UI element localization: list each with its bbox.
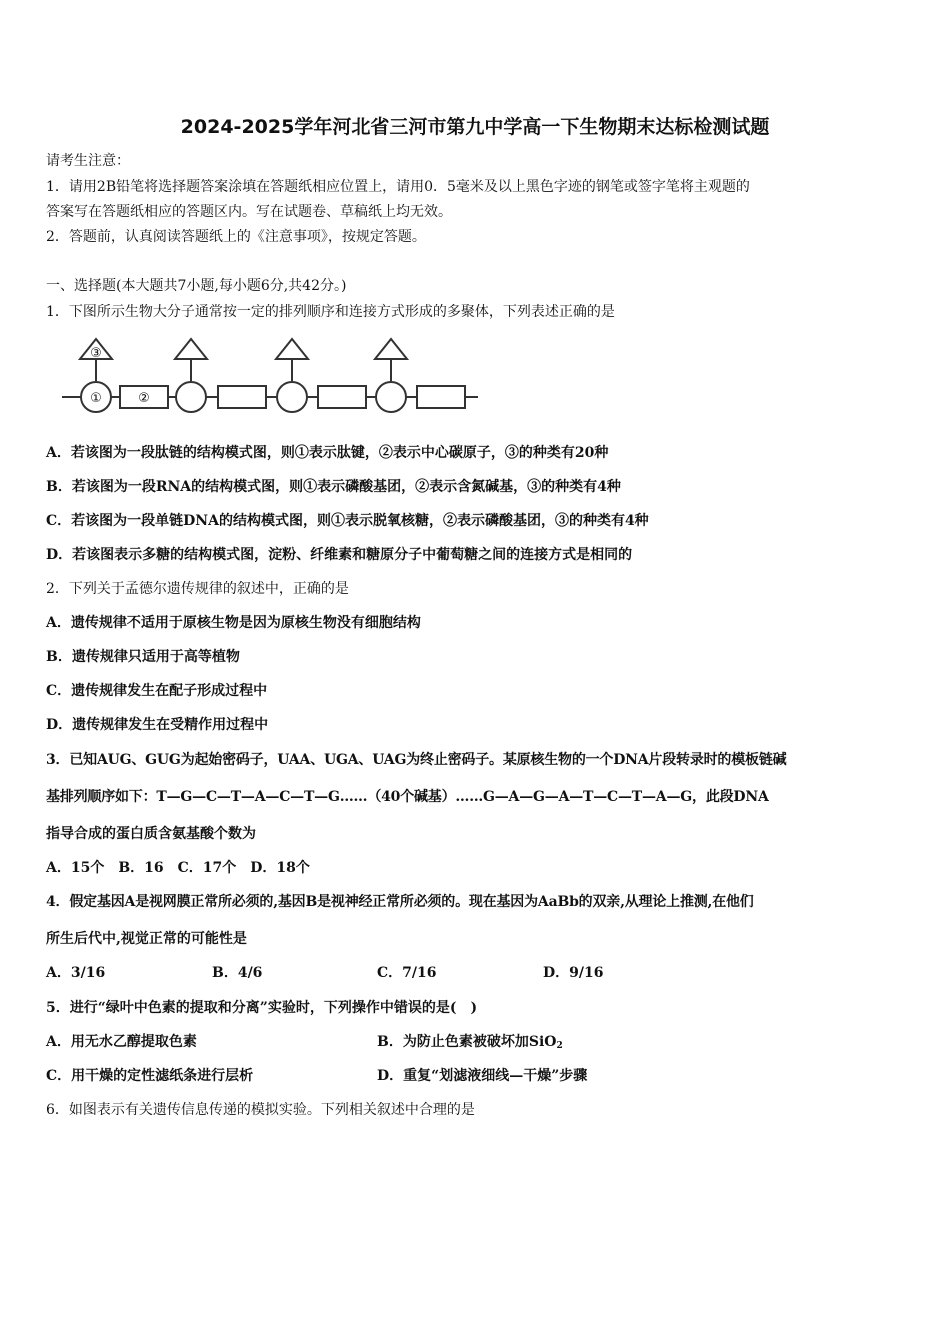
triangle-monomer (175, 339, 207, 359)
q4-option-c: C．7/16 (377, 965, 437, 981)
q5-option-d: D．重复“划滤液细线—干燥”步骤 (377, 1068, 588, 1084)
q3-stem-2: 基排列顺序如下：T—G—C—T—A—C—T—G……（40个碱基）……G—A—G—A—T—C—T—A—G，此段DNA (46, 789, 769, 805)
label-1: ① (90, 391, 102, 406)
q4-option-b: B．4/6 (212, 965, 263, 981)
triangle-monomer (276, 339, 308, 359)
q4-stem-2: 所生后代中,视觉正常的可能性是 (46, 931, 247, 947)
q1-option-d: D．若该图表示多糖的结构模式图，淀粉、纤维素和糖原分子中葡萄糖之间的连接方式是相同的 (46, 547, 633, 563)
notice-line-1a: 1．请用2B铅笔将选择题答案涂填在答题纸相应位置上，请用0．5毫米及以上黑色字迹的钢笔或签字笔将主观题的 (46, 179, 750, 195)
q1-option-a: A．若该图为一段肽链的结构模式图，则①表示肽键，②表示中心碳原子，③的种类有20种 (46, 445, 609, 461)
notice-heading: 请考生注意： (46, 153, 130, 169)
q3-stem-3: 指导合成的蛋白质含氨基酸个数为 (46, 826, 256, 842)
polymer-diagram (58, 334, 488, 416)
q2-option-c: C．遗传规律发生在配子形成过程中 (46, 683, 268, 699)
q2-option-b: B．遗传规律只适用于高等植物 (46, 649, 240, 665)
label-2: ② (138, 391, 150, 406)
rect-monomer (417, 386, 465, 408)
q4-option-a: A．3/16 (46, 965, 106, 981)
q5-option-c: C．用干燥的定性滤纸条进行层析 (46, 1068, 254, 1084)
q6-stem: 6．如图表示有关遗传信息传递的模拟实验。下列相关叙述中合理的是 (46, 1102, 475, 1118)
q2-stem: 2．下列关于孟德尔遗传规律的叙述中，正确的是 (46, 581, 349, 597)
notice-line-2: 2．答题前，认真阅读答题纸上的《注意事项》，按规定答题。 (46, 229, 426, 245)
circle-monomer (376, 382, 406, 412)
q3-stem-1: 3．已知AUG、GUG为起始密码子，UAA、UGA、UAG为终止密码子。某原核生物的一个DNA片段转录时的模板链碱 (46, 752, 787, 768)
rect-monomer (318, 386, 366, 408)
q2-option-a: A．遗传规律不适用于原核生物是因为原核生物没有细胞结构 (46, 615, 421, 631)
q1-option-c: C．若该图为一段单链DNA的结构模式图，则①表示脱氧核糖，②表示磷酸基团，③的种类有4种 (46, 513, 649, 529)
label-3: ③ (90, 346, 102, 361)
q5-option-a: A．用无水乙醇提取色素 (46, 1034, 197, 1050)
section-heading: 一、选择题(本大题共7小题,每小题6分,共42分。) (46, 278, 347, 294)
circle-monomer (176, 382, 206, 412)
circle-monomer (277, 382, 307, 412)
q4-stem-1: 4．假定基因A是视网膜正常所必须的,基因B是视神经正常所必须的。现在基因为AaBb的双亲,从理论上推测,在他们 (46, 894, 754, 910)
q5-option-b: B．为防止色素被破坏加SiO$_2$ (377, 1034, 563, 1051)
page-title: 2024-2025学年河北省三河市第九中学高一下生物期末达标检测试题 (180, 116, 770, 138)
q1-stem: 1．下图所示生物大分子通常按一定的排列顺序和连接方式形成的多聚体，下列表述正确的是 (46, 304, 615, 320)
rect-monomer (218, 386, 266, 408)
q3-options: A．15个 B．16 C．17个 D．18个 (46, 860, 310, 876)
q1-option-b: B．若该图为一段RNA的结构模式图，则①表示磷酸基团，②表示含氮碱基，③的种类有4种 (46, 479, 621, 495)
q5-stem: 5．进行“绿叶中色素的提取和分离”实验时，下列操作中错误的是( ) (46, 1000, 478, 1016)
q4-option-d: D．9/16 (543, 965, 604, 981)
notice-line-1b: 答案写在答题纸相应的答题区内。写在试题卷、草稿纸上均无效。 (46, 204, 452, 220)
q2-option-d: D．遗传规律发生在受精作用过程中 (46, 717, 269, 733)
triangle-monomer (375, 339, 407, 359)
